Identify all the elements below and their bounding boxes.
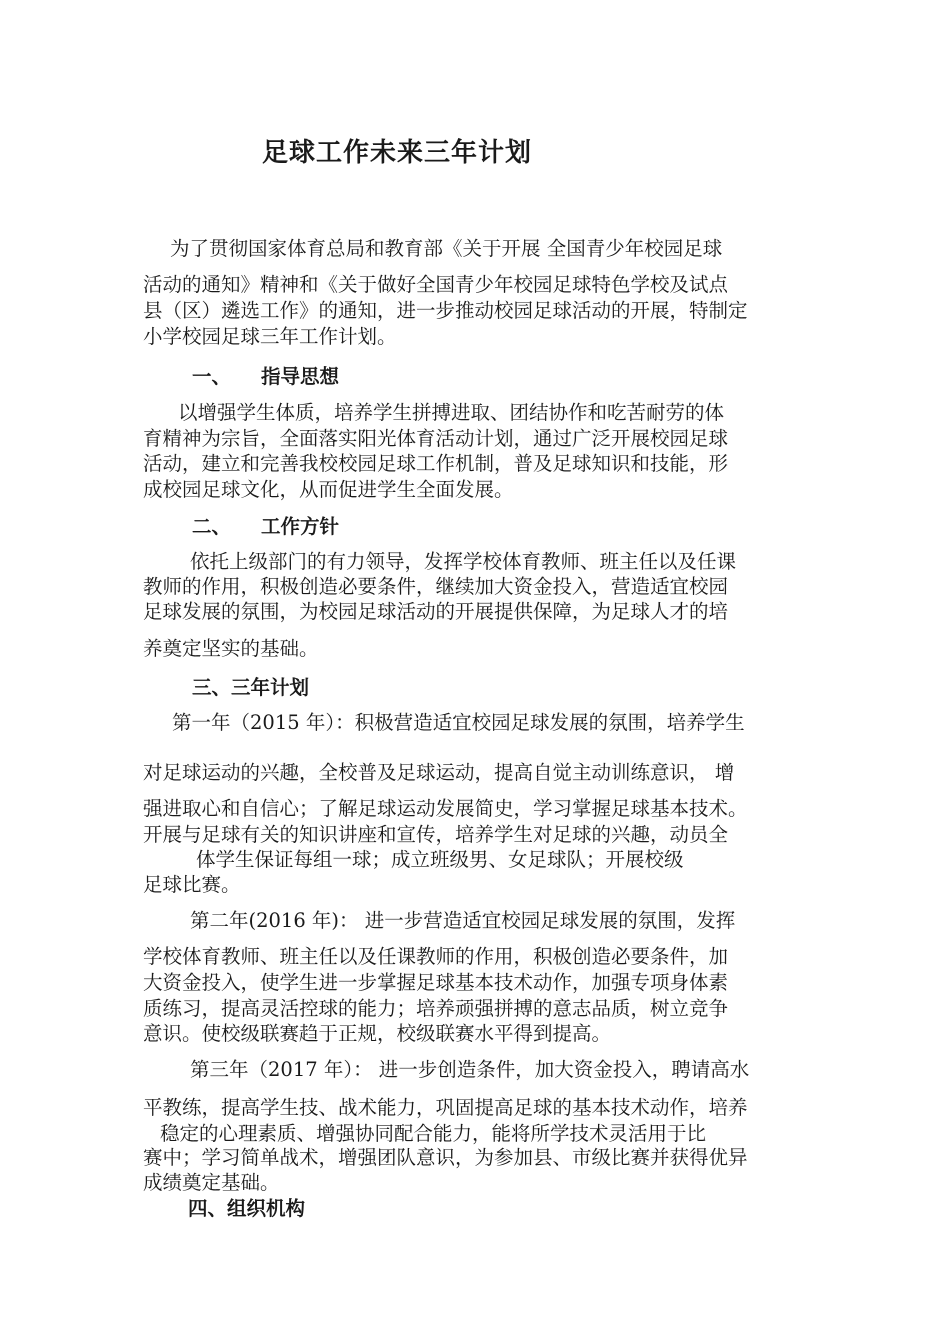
year3-line-2: 平教练，提高学生技、战术能力，巩固提高足球的基本技术动作，培养: [143, 1096, 748, 1119]
year3-line-1: 第三年（2017 年）： 进一步创造条件，加大资金投入，聘请高水: [190, 1058, 750, 1081]
section1-line-1: 以增强学生体质，培养学生拼搏进取、团结协作和吃苦耐劳的体: [178, 401, 725, 424]
section2-line-2: 教师的作用，积极创造必要条件，继续加大资金投入，营造适宜校园: [143, 575, 729, 598]
section1-line-2: 育精神为宗旨，全面落实阳光体育活动计划，通过广泛开展校园足球: [143, 427, 729, 450]
year3-line-4: 赛中；学习简单战术，增强团队意识，为参加县、市级比赛并获得优异: [143, 1146, 748, 1169]
section-heading-2: [192, 514, 339, 540]
document-title: 足球工作未来三年计划: [262, 138, 533, 168]
section1-line-3: 活动，建立和完善我校校园足球工作机制，普及足球知识和技能，形: [143, 452, 729, 475]
section-title: 工作方针: [261, 515, 340, 538]
year1-line-6: 足球比赛。: [143, 873, 241, 896]
intro-line-4: 小学校园足球三年工作计划。: [143, 325, 397, 348]
year2-line-1: 第二年(2016 年)： 进一步营造适宜校园足球发展的氛围，发挥: [190, 909, 736, 932]
section2-line-3: 足球发展的氛围，为校园足球活动的开展提供保障，为足球人才的培: [143, 600, 729, 623]
intro-line-3: 县（区）遴选工作》的通知，进一步推动校园足球活动的开展，特制定: [143, 299, 748, 322]
section-heading-4: 四、组织机构: [188, 1197, 306, 1220]
section-number: 二、: [192, 515, 232, 538]
year2-line-5: 意识。使校级联赛趋于正规，校级联赛水平得到提高。: [143, 1022, 612, 1045]
intro-line-2: 活动的通知》精神和《关于做好全国青少年校园足球特色学校及试点: [143, 273, 729, 296]
year1-line-3: 强进取心和自信心；了解足球运动发展简史，学习掌握足球基本技术。: [143, 797, 748, 820]
year1-line-2: 对足球运动的兴趣，全校普及足球运动，提高自觉主动训练意识， 增: [143, 761, 735, 784]
year1-line-5: 体学生保证每组一球；成立班级男、女足球队；开展校级: [196, 848, 684, 871]
year1-line-4: 开展与足球有关的知识讲座和宣传，培养学生对足球的兴趣，动员全: [143, 823, 729, 846]
year2-line-3: 大资金投入，使学生进一步掌握足球基本技术动作，加强专项身体素: [143, 971, 729, 994]
section1-line-4: 成校园足球文化，从而促进学生全面发展。: [143, 478, 514, 501]
section-heading-1: [192, 364, 339, 390]
year2-line-4: 质练习，提高灵活控球的能力；培养顽强拼搏的意志品质，树立竞争: [143, 997, 729, 1020]
section-title: 指导思想: [261, 365, 340, 388]
year1-line-1: 第一年（2015 年）：积极营造适宜校园足球发展的氛围，培养学生: [172, 711, 745, 734]
section2-line-4: 养奠定坚实的基础。: [143, 637, 319, 660]
intro-line-1: 为了贯彻国家体育总局和教育部《关于开展 全国青少年校园足球: [170, 237, 723, 260]
year3-line-3: 稳定的心理素质、增强协同配合能力，能将所学技术灵活用于比: [160, 1122, 707, 1145]
year3-line-5: 成绩奠定基础。: [143, 1171, 280, 1194]
section-heading-3: 三、三年计划: [192, 676, 310, 699]
section2-line-1: 依托上级部门的有力领导，发挥学校体育教师、班主任以及任课: [190, 550, 737, 573]
section-number: 一、: [192, 365, 232, 388]
year2-line-2: 学校体育教师、班主任以及任课教师的作用，积极创造必要条件，加: [143, 945, 729, 968]
